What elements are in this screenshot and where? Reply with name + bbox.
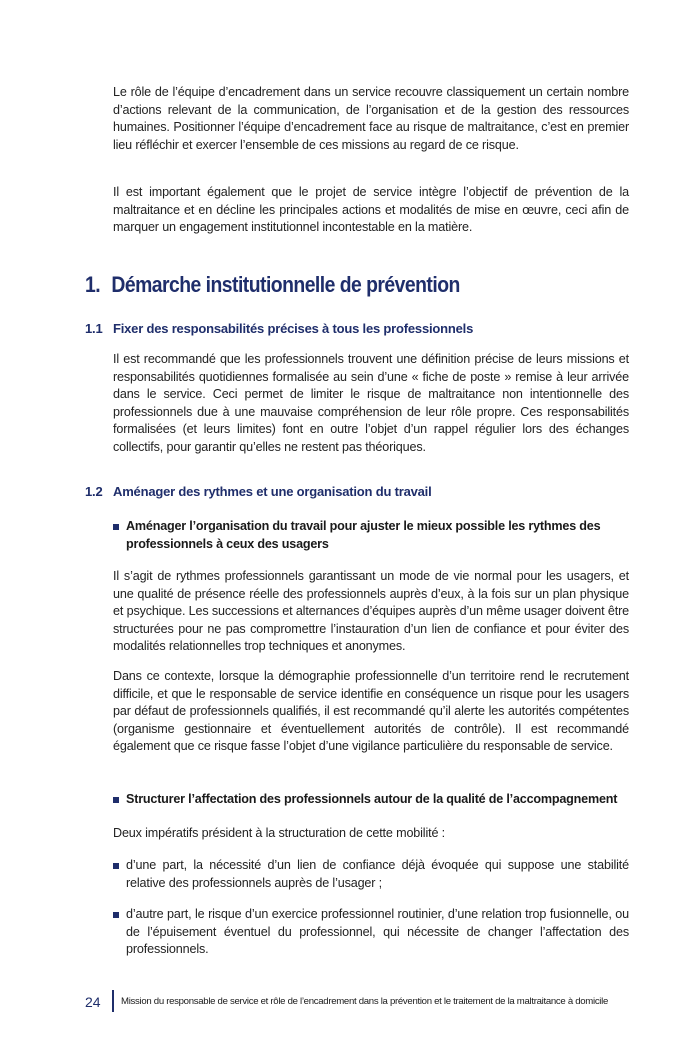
page-number: 24 [85,994,101,1010]
intro-paragraph-2: Il est important également que le projet de service intègre l’objectif de prévention de la maltraitance et en décline les principales actions et modalités de mise en œuvre, ceci afin de marquer un engagement institutionnel incontestable en la matière. [113,185,629,234]
list-item-text: d’une part, la nécessité d’un lien de confiance déjà évoquée qui suppose une stabilité relative des professionnels auprès de l’usager ; [126,858,629,890]
section-1-2-heading [85,484,432,499]
square-bullet-icon [113,797,119,803]
square-bullet-icon [113,863,119,869]
list-item-text: d’autre part, le risque d’un exercice professionnel routinier, d’une relation trop fusionnelle, ou de l’épuisement éventuel du professionnel, qui nécessite de changer l’affectation des professionnels. [126,907,629,956]
bullet-heading-1-text: Aménager l’organisation du travail pour ajuster le mieux possible les rythmes des professionnels à ceux des usagers [126,519,601,551]
section-1-2-paragraph-1: Il s’agit de rythmes professionnels garantissant un mode de vie normal pour les usagers, et une qualité de présence réelle des professionnels auprès d’eux, à la fois sur un plan physique et psychique. Les successions et alternances d’équipes auprès d’un même usager doivent être structurées pour ne pas compromettre l’instauration d’un lien de confiance et pour éviter des modalités relationnelles trop techniques et anonymes. [113,569,629,653]
section-1-1-number: 1.1 [85,321,103,336]
footer-divider [112,990,114,1012]
bullet-heading-1 [113,518,629,553]
square-bullet-icon [113,524,119,530]
section-1-2-paragraph-3: Deux impératifs président à la structuration de cette mobilité : [113,826,445,840]
section-1-title: Démarche institutionnelle de prévention [111,272,460,297]
section-1-2-title: Aménager des rythmes et une organisation du travail [113,484,432,499]
list-item [113,906,629,959]
section-1-2-number: 1.2 [85,484,103,499]
list-item [113,857,629,892]
section-1-2-paragraph-2: Dans ce contexte, lorsque la démographie professionnelle d’un territoire rend le recrutement difficile, et que le responsable de service identifie en conséquence un risque pour les usagers par défaut de professionnels qualifiés, il est recommandé qu’il alerte les autorités compétentes (organisme gestionnaire et éventuellement autorités de contrôle). Il est recommandé également que ce risque fasse l’objet d’une vigilance particulière du responsable de service. [113,669,629,753]
section-1-1-heading [85,321,473,336]
bullet-heading-2-text: Structurer l’affectation des professionnels autour de la qualité de l’accompagnement [126,792,618,806]
bullet-heading-2 [113,791,629,809]
intro-paragraph-1: Le rôle de l’équipe d’encadrement dans un service recouvre classiquement un certain nombre d’actions relevant de la communication, de l’organisation et de la gestion des ressources humaines. Positionner l’équipe d’encadrement face au risque de maltraitance, c’est en premier lieu réfléchir et exercer l’ensemble de ces missions au regard de ce risque. [113,85,629,152]
section-1-heading [85,272,460,298]
footer-title: Mission du responsable de service et rôle de l’encadrement dans la prévention et le traitement de la maltraitance à domicile [121,996,609,1007]
square-bullet-icon [113,912,119,918]
section-1-1-paragraph: Il est recommandé que les professionnels trouvent une définition précise de leurs missions et responsabilités quotidiennes formalisée au sein d’une « fiche de poste » remise à leur arrivée dans le service. Ceci permet de limiter le risque de maltraitance non intentionnelle des professionnels due à une mauvaise compréhension de leur rôle propre. Ces responsabilités formalisées (et leurs limites) font en outre l’objet d’un rappel régulier lors des échanges collectifs, pour garantir qu’elles ne restent pas théoriques. [113,352,629,454]
section-1-1-title: Fixer des responsabilités précises à tous les professionnels [113,321,474,336]
section-1-number: 1. [85,272,101,297]
